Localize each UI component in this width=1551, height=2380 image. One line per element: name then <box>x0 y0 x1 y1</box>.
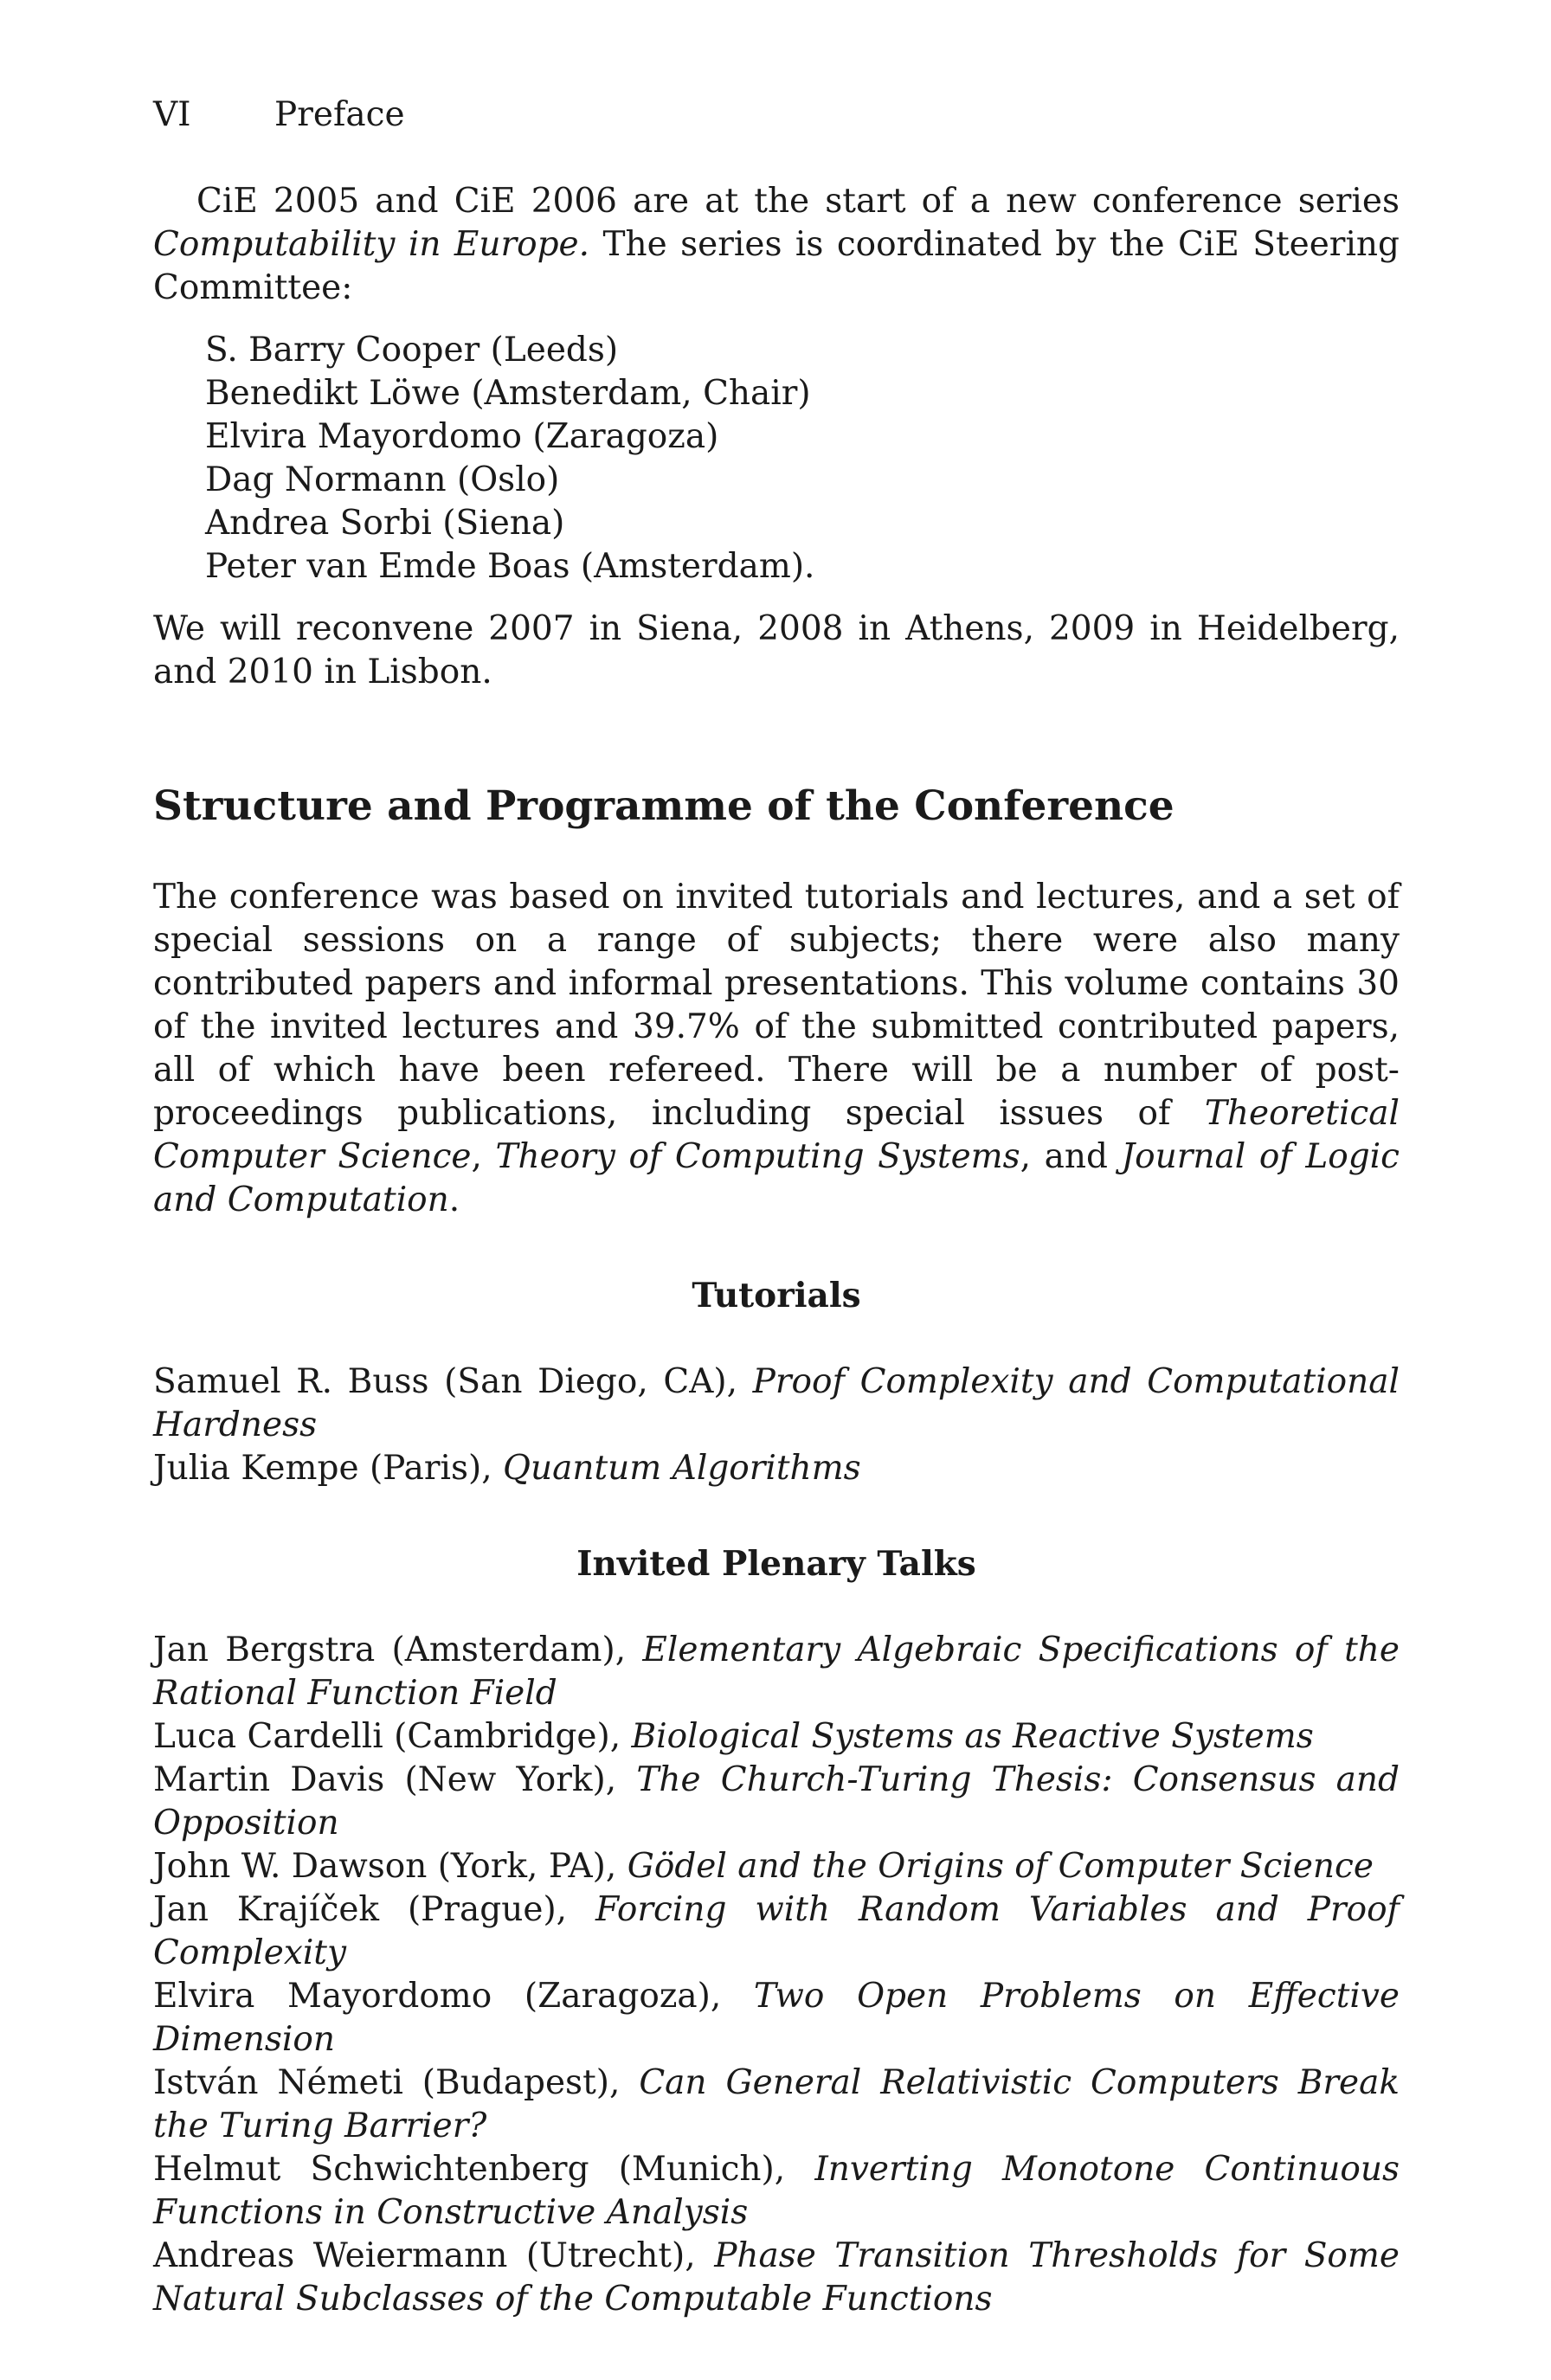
committee-member: Andrea Sorbi (Siena) <box>205 504 565 543</box>
talk-title: Biological Systems as Reactive Systems <box>631 1717 1314 1756</box>
committee-member: Dag Normann (Oslo) <box>205 460 560 499</box>
list-item <box>153 1888 1400 1975</box>
talk-title: The Church-Turing Thesis: Consensus and Opposition <box>153 1760 1400 1843</box>
separator: , <box>471 1137 496 1176</box>
plenary-list <box>153 1629 1400 2321</box>
intro-text-end: The series is coordinated by the CiE Steering Committee: <box>153 225 1400 307</box>
intro-paragraph <box>153 180 1400 310</box>
talk-title: Phase Transition Thresholds for Some Natural Subclasses of the Computable Functions <box>153 2236 1400 2319</box>
speaker: Luca Cardelli (Cambridge), <box>153 1717 632 1756</box>
separator: , and <box>1020 1137 1122 1176</box>
talk-title: Quantum Algorithms <box>503 1449 861 1488</box>
speaker: Jan Bergstra (Amsterdam), <box>153 1631 643 1669</box>
tutorials-heading: Tutorials <box>692 1276 861 1315</box>
list-item <box>153 1360 1400 1447</box>
list-item <box>153 1447 1400 1490</box>
speaker: Helmut Schwichtenberg (Munich), <box>153 2150 815 2189</box>
speaker: Samuel R. Buss (San Diego, CA), <box>153 1362 753 1401</box>
speaker: Elvira Mayordomo (Zaragoza), <box>153 1977 754 2016</box>
talk-title: Two Open Problems on Effective Dimension <box>153 1977 1400 2059</box>
journal-title: Journal of Logic and Computation <box>153 1137 1400 1219</box>
structure-text: The conference was based on invited tutorials and lectures, and a set of special sessions on a range of subjects; there were also many contributed papers and informal presentations. This volume contains 30 of the invited lectures and 39.7% of the submitted contributed papers, all of which have been refereed. There will be a number of post-proceedings publications, including special issues of <box>153 878 1400 1133</box>
journal-title: Theoretical Computer Science <box>153 1094 1400 1176</box>
speaker: István Németi (Budapest), <box>153 2063 640 2102</box>
list-item <box>153 2235 1400 2321</box>
talk-title: Inverting Monotone Continuous Functions in Constructive Analysis <box>153 2150 1400 2232</box>
committee-member: Peter van Emde Boas (Amsterdam). <box>205 547 815 586</box>
section-title: Structure and Programme of the Conference <box>153 782 1175 830</box>
list-item <box>153 2148 1400 2235</box>
speaker: John W. Dawson (York, PA), <box>153 1847 627 1886</box>
speaker: Julia Kempe (Paris), <box>153 1449 504 1488</box>
list-item <box>153 2062 1400 2148</box>
running-title: Preface <box>274 95 405 134</box>
committee-member: Benedikt Löwe (Amsterdam, Chair) <box>205 374 811 413</box>
page-content <box>153 93 1400 2321</box>
committee-member: Elvira Mayordomo (Zaragoza) <box>205 417 719 456</box>
talk-title: Proof Complexity and Computational Hardness <box>153 1362 1400 1444</box>
reconvene-paragraph: We will reconvene 2007 in Siena, 2008 in Athens, 2009 in Heidelberg, and 2010 in Lisbon. <box>153 609 1400 691</box>
intro-text-start: CiE 2005 and CiE 2006 are at the start of a new conference series <box>196 182 1400 221</box>
list-item <box>153 1845 1400 1888</box>
plenary-heading: Invited Plenary Talks <box>576 1544 976 1584</box>
speaker: Martin Davis (New York), <box>153 1760 637 1799</box>
speaker: Jan Krajíček (Prague), <box>153 1890 595 1929</box>
separator: . <box>448 1180 460 1219</box>
running-head <box>153 93 1400 137</box>
talk-title: Can General Relativistic Computers Break the Turing Barrier? <box>153 2063 1400 2145</box>
talk-title: Elementary Algebraic Specifications of the Rational Function Field <box>153 1631 1400 1713</box>
tutorials-list <box>153 1360 1400 1490</box>
list-item <box>153 1715 1400 1759</box>
series-name: Computability in Europe. <box>153 225 590 264</box>
committee-member: S. Barry Cooper (Leeds) <box>205 331 619 370</box>
structure-paragraph <box>153 876 1400 1222</box>
talk-title: Gödel and the Origins of Computer Science <box>627 1847 1374 1886</box>
talk-title: Forcing with Random Variables and Proof Complexity <box>153 1890 1400 1972</box>
speaker: Andreas Weiermann (Utrecht), <box>153 2236 715 2275</box>
list-item <box>153 1629 1400 1715</box>
journal-title: Theory of Computing Systems <box>495 1137 1020 1176</box>
page-number: VI <box>153 95 191 134</box>
steering-committee-list <box>205 329 1400 589</box>
list-item <box>153 1975 1400 2062</box>
list-item <box>153 1759 1400 1845</box>
